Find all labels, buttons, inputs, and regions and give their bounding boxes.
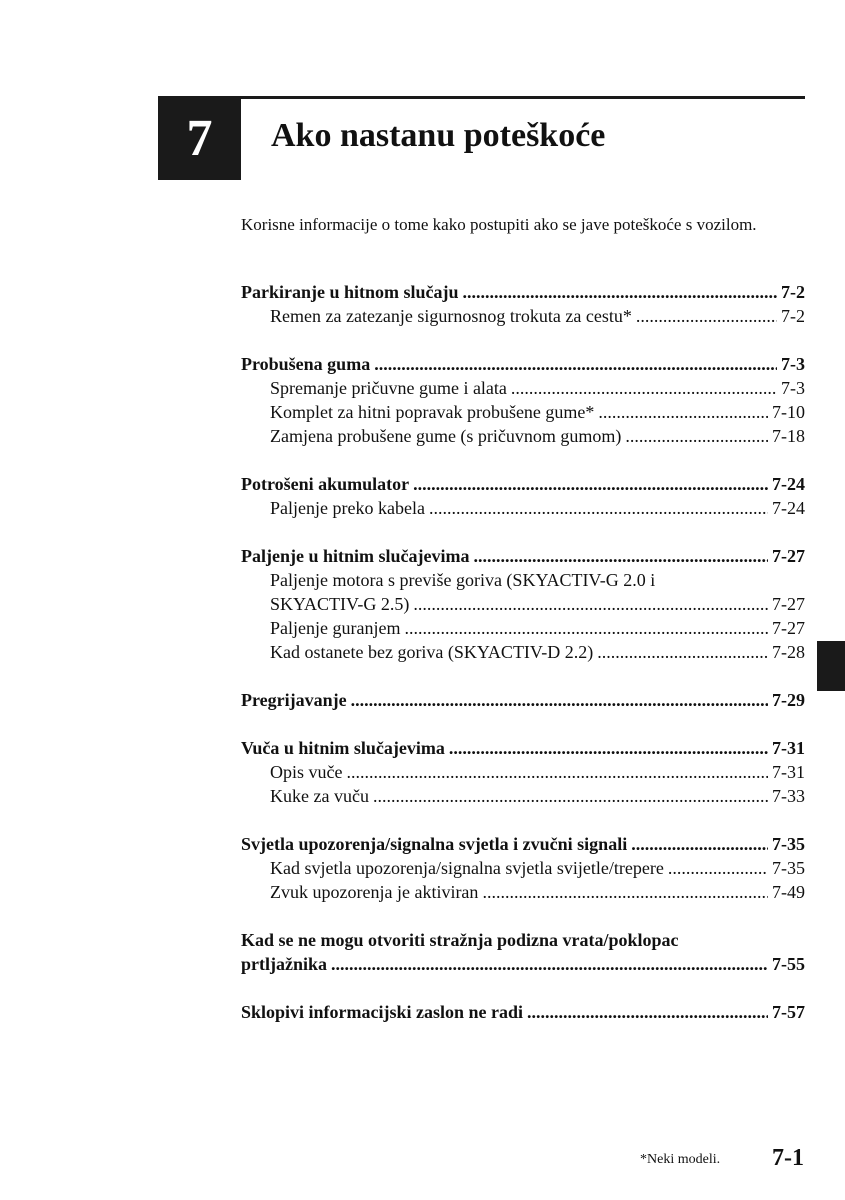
toc-subentry[interactable]	[241, 400, 805, 424]
toc-section	[241, 832, 805, 904]
toc-page-number: 7-27	[772, 618, 805, 638]
toc-entry-overheating[interactable]	[241, 688, 805, 712]
toc-entry-title: Probušena guma	[241, 354, 371, 374]
toc-entry-title: Paljenje guranjem	[270, 618, 401, 638]
toc-subentry[interactable]	[241, 496, 805, 520]
chapter-number: 7	[186, 109, 213, 167]
dot-leader	[482, 880, 768, 904]
toc-entry-title: Pregrijavanje	[241, 690, 347, 710]
toc-entry-liftgate[interactable]	[241, 952, 805, 976]
toc-subentry[interactable]	[241, 880, 805, 904]
toc-subentry[interactable]	[241, 304, 805, 328]
dot-leader	[527, 1000, 768, 1024]
page-number: 7-1	[772, 1145, 804, 1171]
toc-entry-title: Potrošeni akumulator	[241, 474, 410, 494]
toc-subentry[interactable]	[241, 760, 805, 784]
toc-entry-title: Parkiranje u hitnom slučaju	[241, 282, 459, 302]
toc-section	[241, 688, 805, 712]
toc-entry-title-continued: SKYACTIV-G 2.5)	[270, 594, 410, 614]
toc-section	[241, 1000, 805, 1024]
toc-section	[241, 352, 805, 448]
toc-page-number: 7-55	[772, 954, 805, 974]
footnote: *Neki modeli.	[640, 1152, 721, 1167]
toc-subentry[interactable]	[241, 856, 805, 880]
toc-entry-title: Kuke za vuču	[270, 786, 369, 806]
toc-page-number: 7-28	[772, 642, 805, 662]
dot-leader	[636, 304, 777, 328]
toc-section	[241, 736, 805, 808]
toc-entry-title: Kad ostanete bez goriva (SKYACTIV-D 2.2)	[270, 642, 594, 662]
toc-section	[241, 544, 805, 664]
toc-entry-title: Paljenje u hitnim slučajevima	[241, 546, 470, 566]
toc-page-number: 7-10	[772, 402, 805, 422]
dot-leader	[463, 280, 777, 304]
dot-leader	[373, 784, 768, 808]
dot-leader	[631, 832, 768, 856]
toc-page-number: 7-29	[772, 690, 805, 710]
toc-entry-title: Remen za zatezanje sigurnosnog trokuta za cestu*	[270, 306, 632, 326]
toc-entry-flat-tire[interactable]	[241, 352, 805, 376]
table-of-contents	[241, 280, 805, 1048]
chapter-title: Ako nastanu poteškoće	[271, 117, 606, 154]
toc-entry-title: Kad se ne mogu otvoriti stražnja podizna vrata/poklopac	[241, 930, 679, 950]
toc-entry-title: Zvuk upozorenja je aktiviran	[270, 882, 479, 902]
toc-entry-title: Spremanje pričuvne gume i alata	[270, 378, 507, 398]
toc-entry-title: Svjetla upozorenja/signalna svjetla i zvučni signali	[241, 834, 628, 854]
toc-page-number: 7-35	[772, 858, 805, 878]
toc-entry-info-display[interactable]	[241, 1000, 805, 1024]
dot-leader	[331, 952, 768, 976]
toc-page-number: 7-3	[781, 378, 805, 398]
toc-page-number: 7-49	[772, 882, 805, 902]
toc-subentry[interactable]	[241, 376, 805, 400]
toc-entry-title: Paljenje preko kabela	[270, 498, 425, 518]
dot-leader	[346, 760, 768, 784]
toc-subentry-first-line[interactable]	[241, 568, 805, 592]
dot-leader	[374, 352, 777, 376]
dot-leader	[413, 592, 768, 616]
toc-entry-title: Opis vuče	[270, 762, 343, 782]
dot-leader	[668, 856, 768, 880]
toc-subentry[interactable]	[241, 424, 805, 448]
toc-page-number: 7-27	[772, 546, 805, 566]
dot-leader	[429, 496, 768, 520]
dot-leader	[351, 688, 768, 712]
toc-page-number: 7-18	[772, 426, 805, 446]
dot-leader	[449, 736, 768, 760]
toc-entry-title: Kad svjetla upozorenja/signalna svjetla svijetle/trepere	[270, 858, 664, 878]
dot-leader	[413, 472, 768, 496]
toc-subentry[interactable]	[241, 640, 805, 664]
dot-leader	[473, 544, 768, 568]
toc-page-number: 7-2	[781, 282, 805, 302]
chapter-number-box	[158, 96, 241, 180]
toc-section	[241, 472, 805, 520]
toc-entry-emergency-towing[interactable]	[241, 736, 805, 760]
toc-entry-emergency-parking[interactable]	[241, 280, 805, 304]
toc-entry-liftgate-first-line[interactable]	[241, 928, 805, 952]
toc-entry-dead-battery[interactable]	[241, 472, 805, 496]
toc-page-number: 7-31	[772, 738, 805, 758]
toc-page-number: 7-57	[772, 1002, 805, 1022]
toc-entry-title: Komplet za hitni popravak probušene gume*	[270, 402, 595, 422]
dot-leader	[598, 400, 768, 424]
toc-subentry[interactable]	[241, 616, 805, 640]
toc-subentry[interactable]	[241, 784, 805, 808]
chapter-side-tab	[817, 641, 845, 691]
dot-leader	[511, 376, 777, 400]
toc-page-number: 7-24	[772, 474, 805, 494]
toc-entry-title-continued: prtljažnika	[241, 954, 328, 974]
toc-page-number: 7-31	[772, 762, 805, 782]
toc-section	[241, 280, 805, 328]
toc-subentry[interactable]	[241, 592, 805, 616]
toc-entry-title: Paljenje motora s previše goriva (SKYACTIV-G 2.0 i	[270, 570, 656, 590]
toc-entry-title: Sklopivi informacijski zaslon ne radi	[241, 1002, 524, 1022]
header-rule	[158, 96, 805, 99]
toc-section	[241, 928, 805, 976]
toc-entry-emergency-starting[interactable]	[241, 544, 805, 568]
chapter-intro: Korisne informacije o tome kako postupiti ako se jave poteškoće s vozilom.	[241, 215, 757, 234]
dot-leader	[597, 640, 768, 664]
toc-page-number: 7-35	[772, 834, 805, 854]
toc-entry-warning-lights[interactable]	[241, 832, 805, 856]
toc-page-number: 7-27	[772, 594, 805, 614]
toc-entry-title: Vuča u hitnim slučajevima	[241, 738, 445, 758]
dot-leader	[404, 616, 768, 640]
toc-page-number: 7-2	[781, 306, 805, 326]
toc-page-number: 7-3	[781, 354, 805, 374]
toc-entry-title: Zamjena probušene gume (s pričuvnom gumom)	[270, 426, 622, 446]
toc-page-number: 7-24	[772, 498, 805, 518]
dot-leader	[625, 424, 768, 448]
toc-page-number: 7-33	[772, 786, 805, 806]
